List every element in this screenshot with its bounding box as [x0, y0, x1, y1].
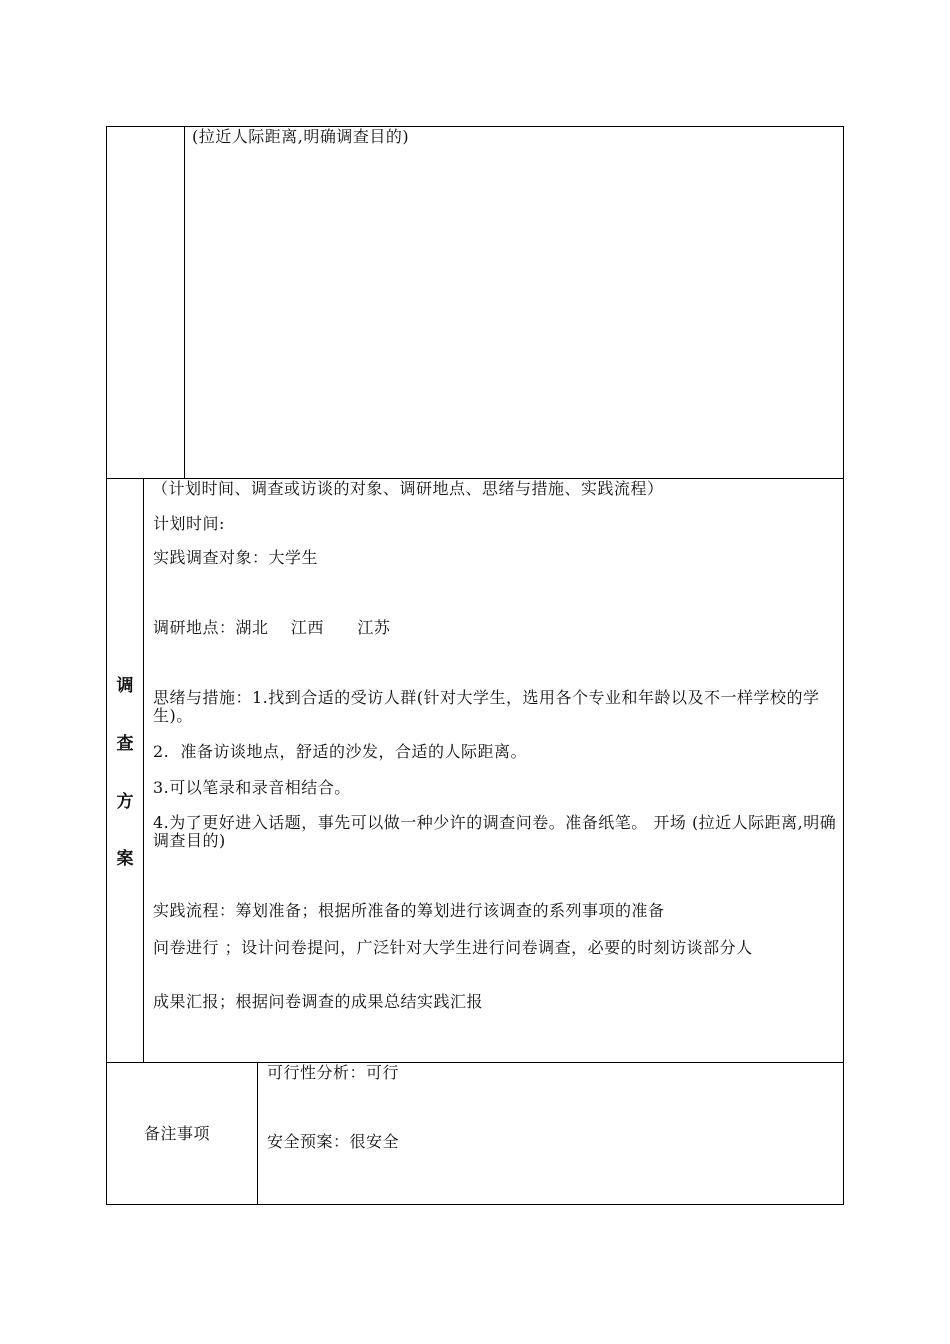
table-border-left: [106, 126, 107, 1205]
side-label-char: 方: [116, 792, 134, 812]
plan-row-column-divider: [143, 478, 144, 1062]
remarks-row-column-divider: [257, 1062, 258, 1204]
plan-method-3: 3.可以笔录和录音相结合。: [153, 778, 351, 797]
side-label-char: 调: [116, 676, 134, 696]
row-divider-2: [106, 1062, 844, 1063]
side-label-char: 查: [116, 734, 134, 754]
plan-process-1: 实践流程：筹划准备；根据所准备的筹划进行该调查的系列事项的准备: [153, 901, 665, 920]
plan-method-4: 4.为了更好进入话题，事先可以做一种少许的调查问卷。准备纸笔。 开场 (拉近人际距离,明确调查目的): [153, 813, 837, 850]
plan-method-2: 2. 准备访谈地点，舒适的沙发，合适的人际距离。: [153, 742, 527, 761]
top-row-column-divider: [184, 126, 185, 478]
plan-process-2: 问卷进行 ；设计问卷提问，广泛针对大学生进行问卷调查，必要的时刻访谈部分人: [153, 938, 753, 957]
plan-time: 计划时间:: [153, 514, 225, 533]
plan-process-3: 成果汇报；根据问卷调查的成果总结实践汇报: [153, 992, 484, 1011]
top-section-hint: (拉近人际距离,明确调查目的): [192, 127, 410, 146]
remarks-label: 备注事项: [144, 1124, 211, 1143]
plan-object: 实践调查对象：大学生: [153, 548, 319, 567]
table-border-bottom: [106, 1204, 844, 1205]
safety-plan: 安全预案：很安全: [267, 1132, 400, 1151]
plan-intro: （计划时间、调查或访谈的对象、调研地点、思绪与措施、实践流程）: [152, 479, 664, 498]
plan-place: 调研地点：湖北 江西 江苏: [153, 618, 391, 637]
plan-method-1: 思绪与措施：1.找到合适的受访人群(针对大学生，选用各个专业和年龄以及不一样学校的学生)。: [153, 688, 820, 725]
feasibility-analysis: 可行性分析：可行: [267, 1063, 400, 1082]
table-border-right: [843, 126, 844, 1205]
side-label-char: 案: [116, 849, 134, 869]
